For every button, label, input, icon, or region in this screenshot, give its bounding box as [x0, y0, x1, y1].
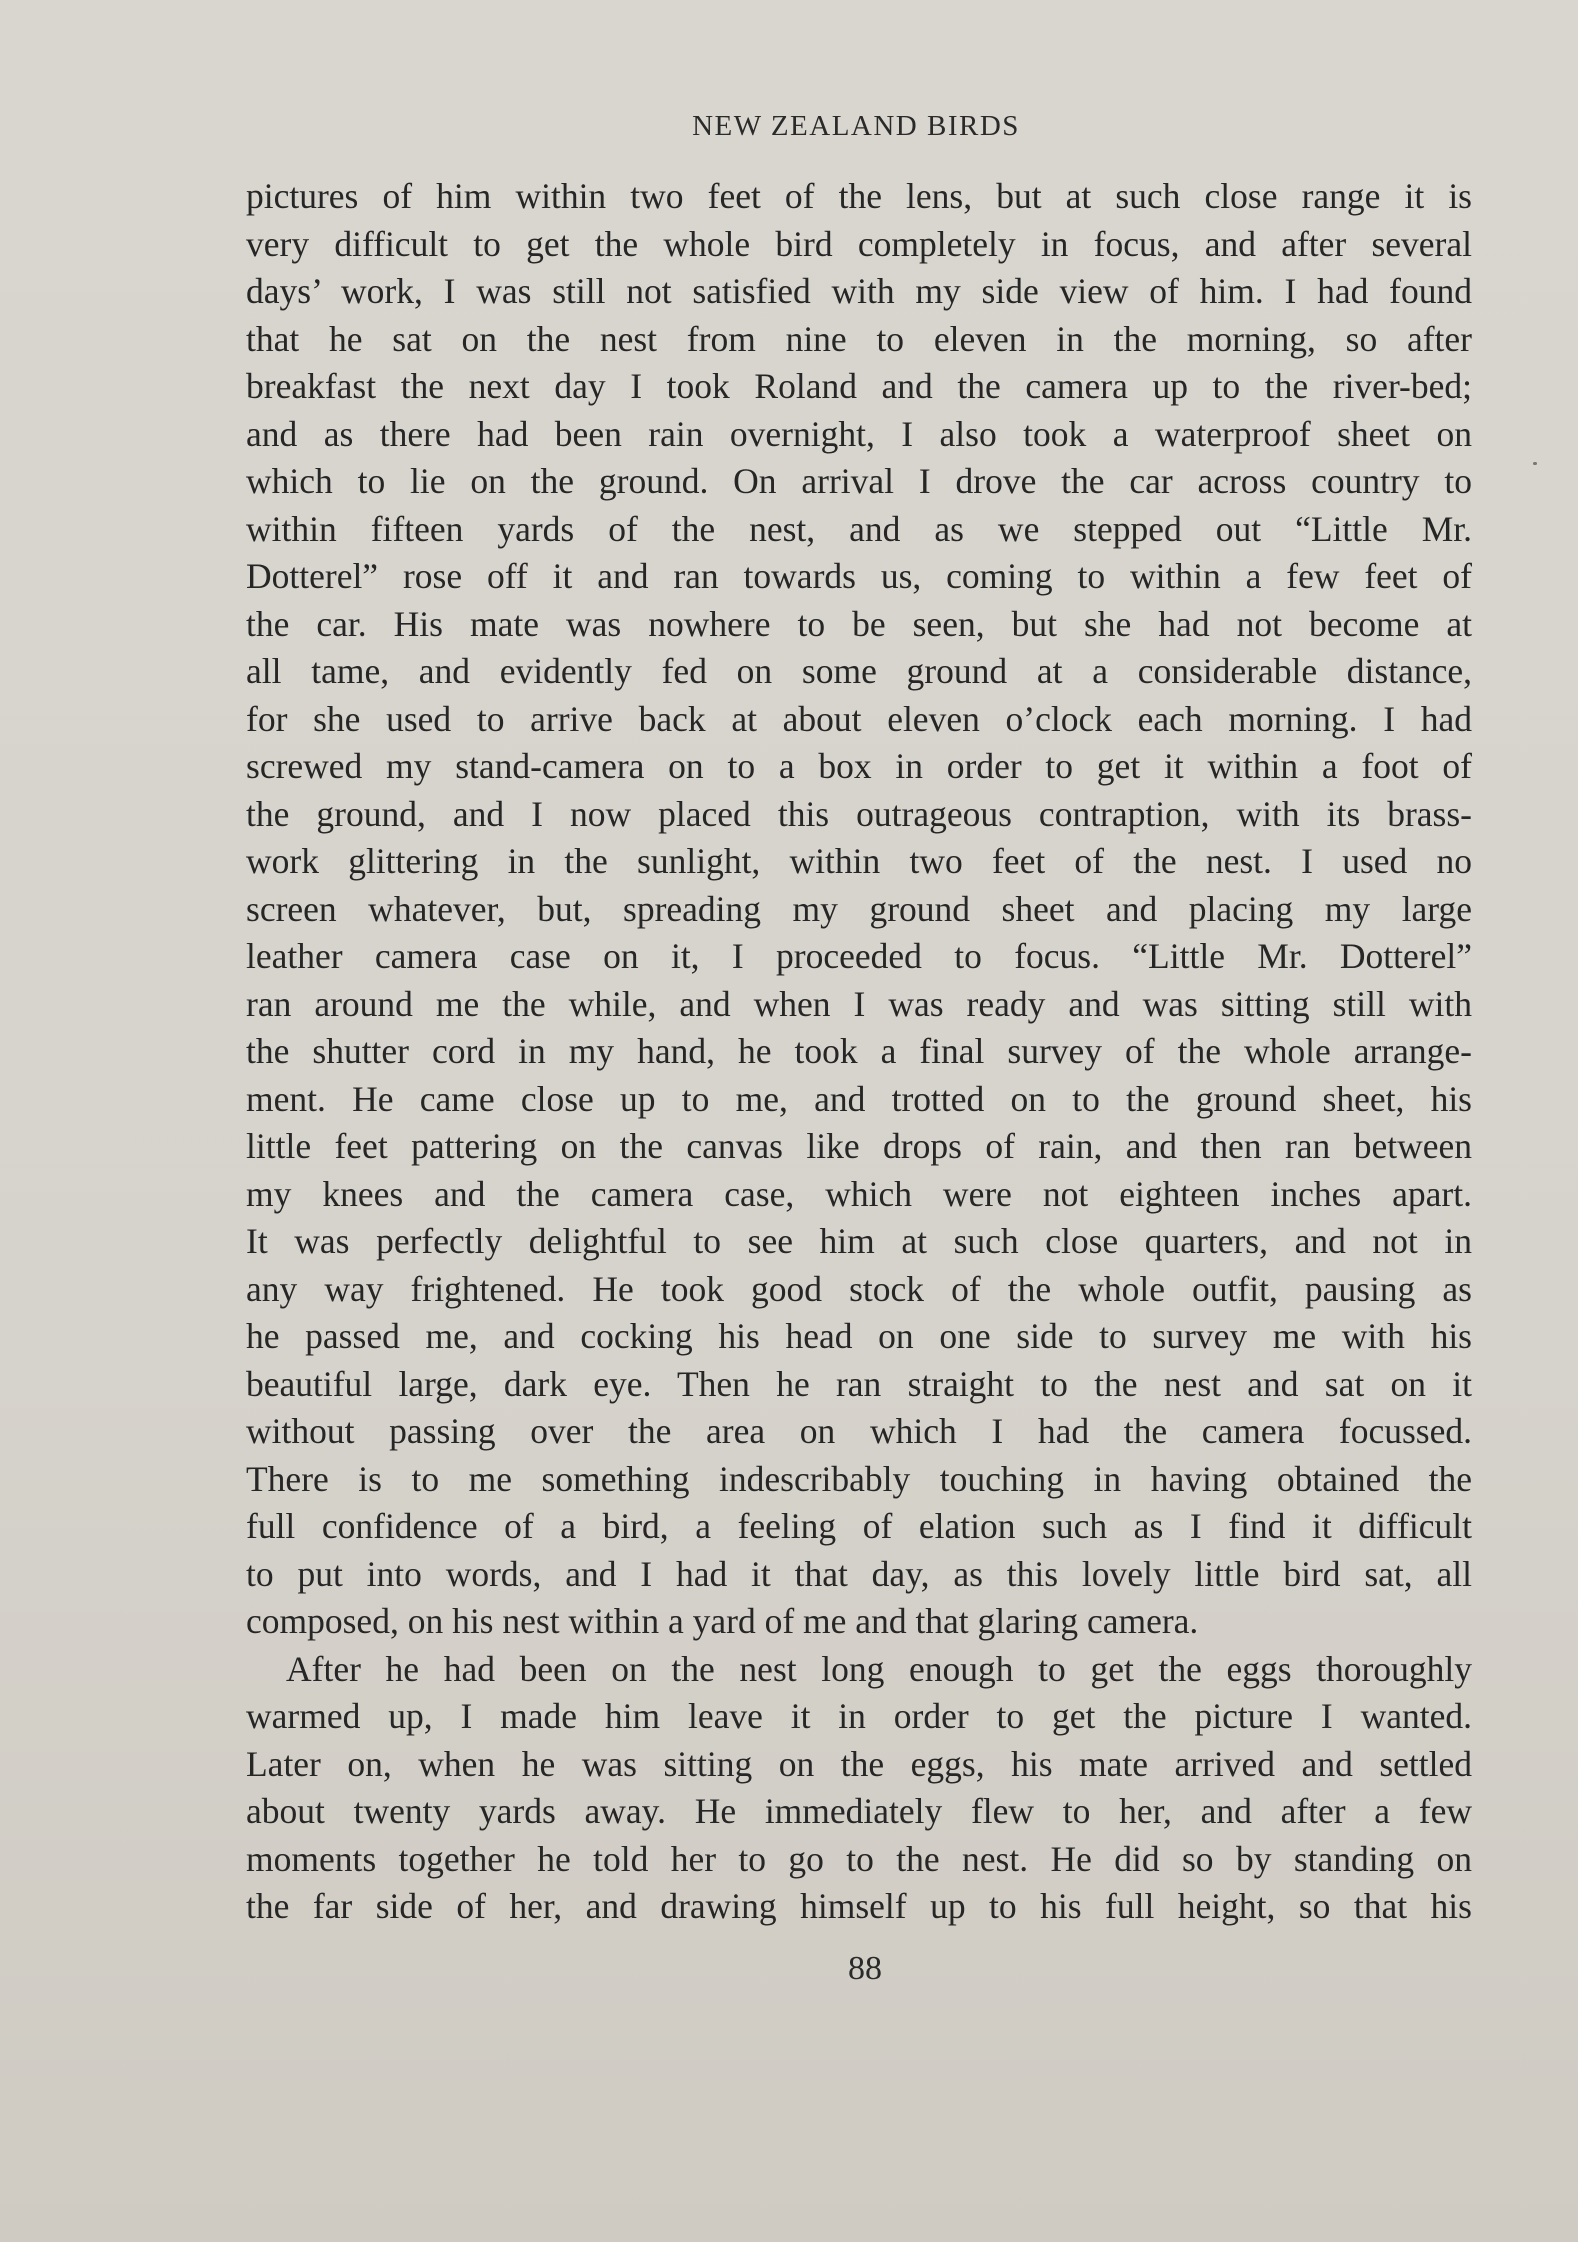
text-line: the car. His mate was nowhere to be seen, but she had not become at: [246, 603, 1472, 644]
text-line: for she used to arrive back at about eleven o’clock each morning. I had: [246, 698, 1472, 739]
text-line: the far side of her, and drawing himself up to his full height, so that his: [246, 1886, 1472, 1926]
text-line: and as there had been rain overnight, I also took a waterproof sheet on: [246, 413, 1472, 454]
body-text: [246, 173, 1472, 1931]
text-line: moments together he told her to go to the nest. He did so by standing on: [246, 1838, 1472, 1879]
text-line: the ground, and I now placed this outrageous contraption, with its brass-: [246, 793, 1472, 834]
text-line: breakfast the next day I took Roland and the camera up to the river-bed;: [246, 366, 1472, 406]
page-number: 88: [848, 1950, 882, 1987]
running-head: NEW ZEALAND BIRDS: [692, 110, 1020, 142]
text-line: composed, on his nest within a yard of me and that glaring camera.: [246, 1601, 1199, 1641]
text-line: pictures of him within two feet of the lens, but at such close range it is: [246, 176, 1472, 216]
text-line: screwed my stand-camera on to a box in order to get it within a foot of: [246, 746, 1472, 786]
text-line: There is to me something indescribably touching in having obtained the: [246, 1458, 1472, 1499]
text-line: very difficult to get the whole bird completely in focus, and after several: [246, 223, 1472, 264]
text-line: full confidence of a bird, a feeling of elation such as I find it difficult: [246, 1506, 1472, 1546]
text-line: ment. He came close up to me, and trotted on to the ground sheet, his: [246, 1078, 1472, 1119]
text-line: Later on, when he was sitting on the eggs, his mate arrived and settled: [246, 1743, 1472, 1784]
text-line: days’ work, I was still not satisfied with my side view of him. I had found: [246, 271, 1472, 311]
text-line: within fifteen yards of the nest, and as we stepped out “Little Mr.: [246, 508, 1472, 549]
text-line: beautiful large, dark eye. Then he ran straight to the nest and sat on it: [246, 1363, 1472, 1404]
text-line: any way frightened. He took good stock of the whole outfit, pausing as: [246, 1268, 1472, 1309]
text-line: Dotterel” rose off it and ran towards us, coming to within a few feet of: [246, 556, 1472, 596]
text-line: ran around me the while, and when I was ready and was sitting still with: [246, 983, 1472, 1024]
text-line: he passed me, and cocking his head on one side to survey me with his: [246, 1316, 1472, 1356]
text-line: my knees and the camera case, which were not eighteen inches apart.: [246, 1173, 1472, 1214]
text-line: all tame, and evidently fed on some ground at a considerable distance,: [246, 651, 1472, 691]
text-line: work glittering in the sunlight, within two feet of the nest. I used no: [246, 841, 1472, 881]
text-line: little feet pattering on the canvas like drops of rain, and then ran between: [246, 1126, 1472, 1166]
text-line: warmed up, I made him leave it in order to get the picture I wanted.: [246, 1696, 1472, 1736]
text-line: that he sat on the nest from nine to eleven in the morning, so after: [246, 318, 1472, 359]
text-line: about twenty yards away. He immediately flew to her, and after a few: [246, 1791, 1472, 1831]
text-line: the shutter cord in my hand, he took a final survey of the whole arrange-: [246, 1031, 1472, 1071]
paragraph-start-line: After he had been on the nest long enough to get the eggs thoroughly: [286, 1648, 1472, 1689]
text-line: without passing over the area on which I had the camera focussed.: [246, 1411, 1472, 1451]
text-line: It was perfectly delightful to see him at such close quarters, and not in: [246, 1221, 1472, 1261]
text-line: which to lie on the ground. On arrival I drove the car across country to: [246, 461, 1472, 501]
paper-speck: [1533, 462, 1537, 465]
text-line: leather camera case on it, I proceeded to focus. “Little Mr. Dotterel”: [246, 936, 1472, 976]
text-line: to put into words, and I had it that day, as this lovely little bird sat, all: [246, 1553, 1472, 1594]
text-line: screen whatever, but, spreading my ground sheet and placing my large: [246, 888, 1472, 929]
